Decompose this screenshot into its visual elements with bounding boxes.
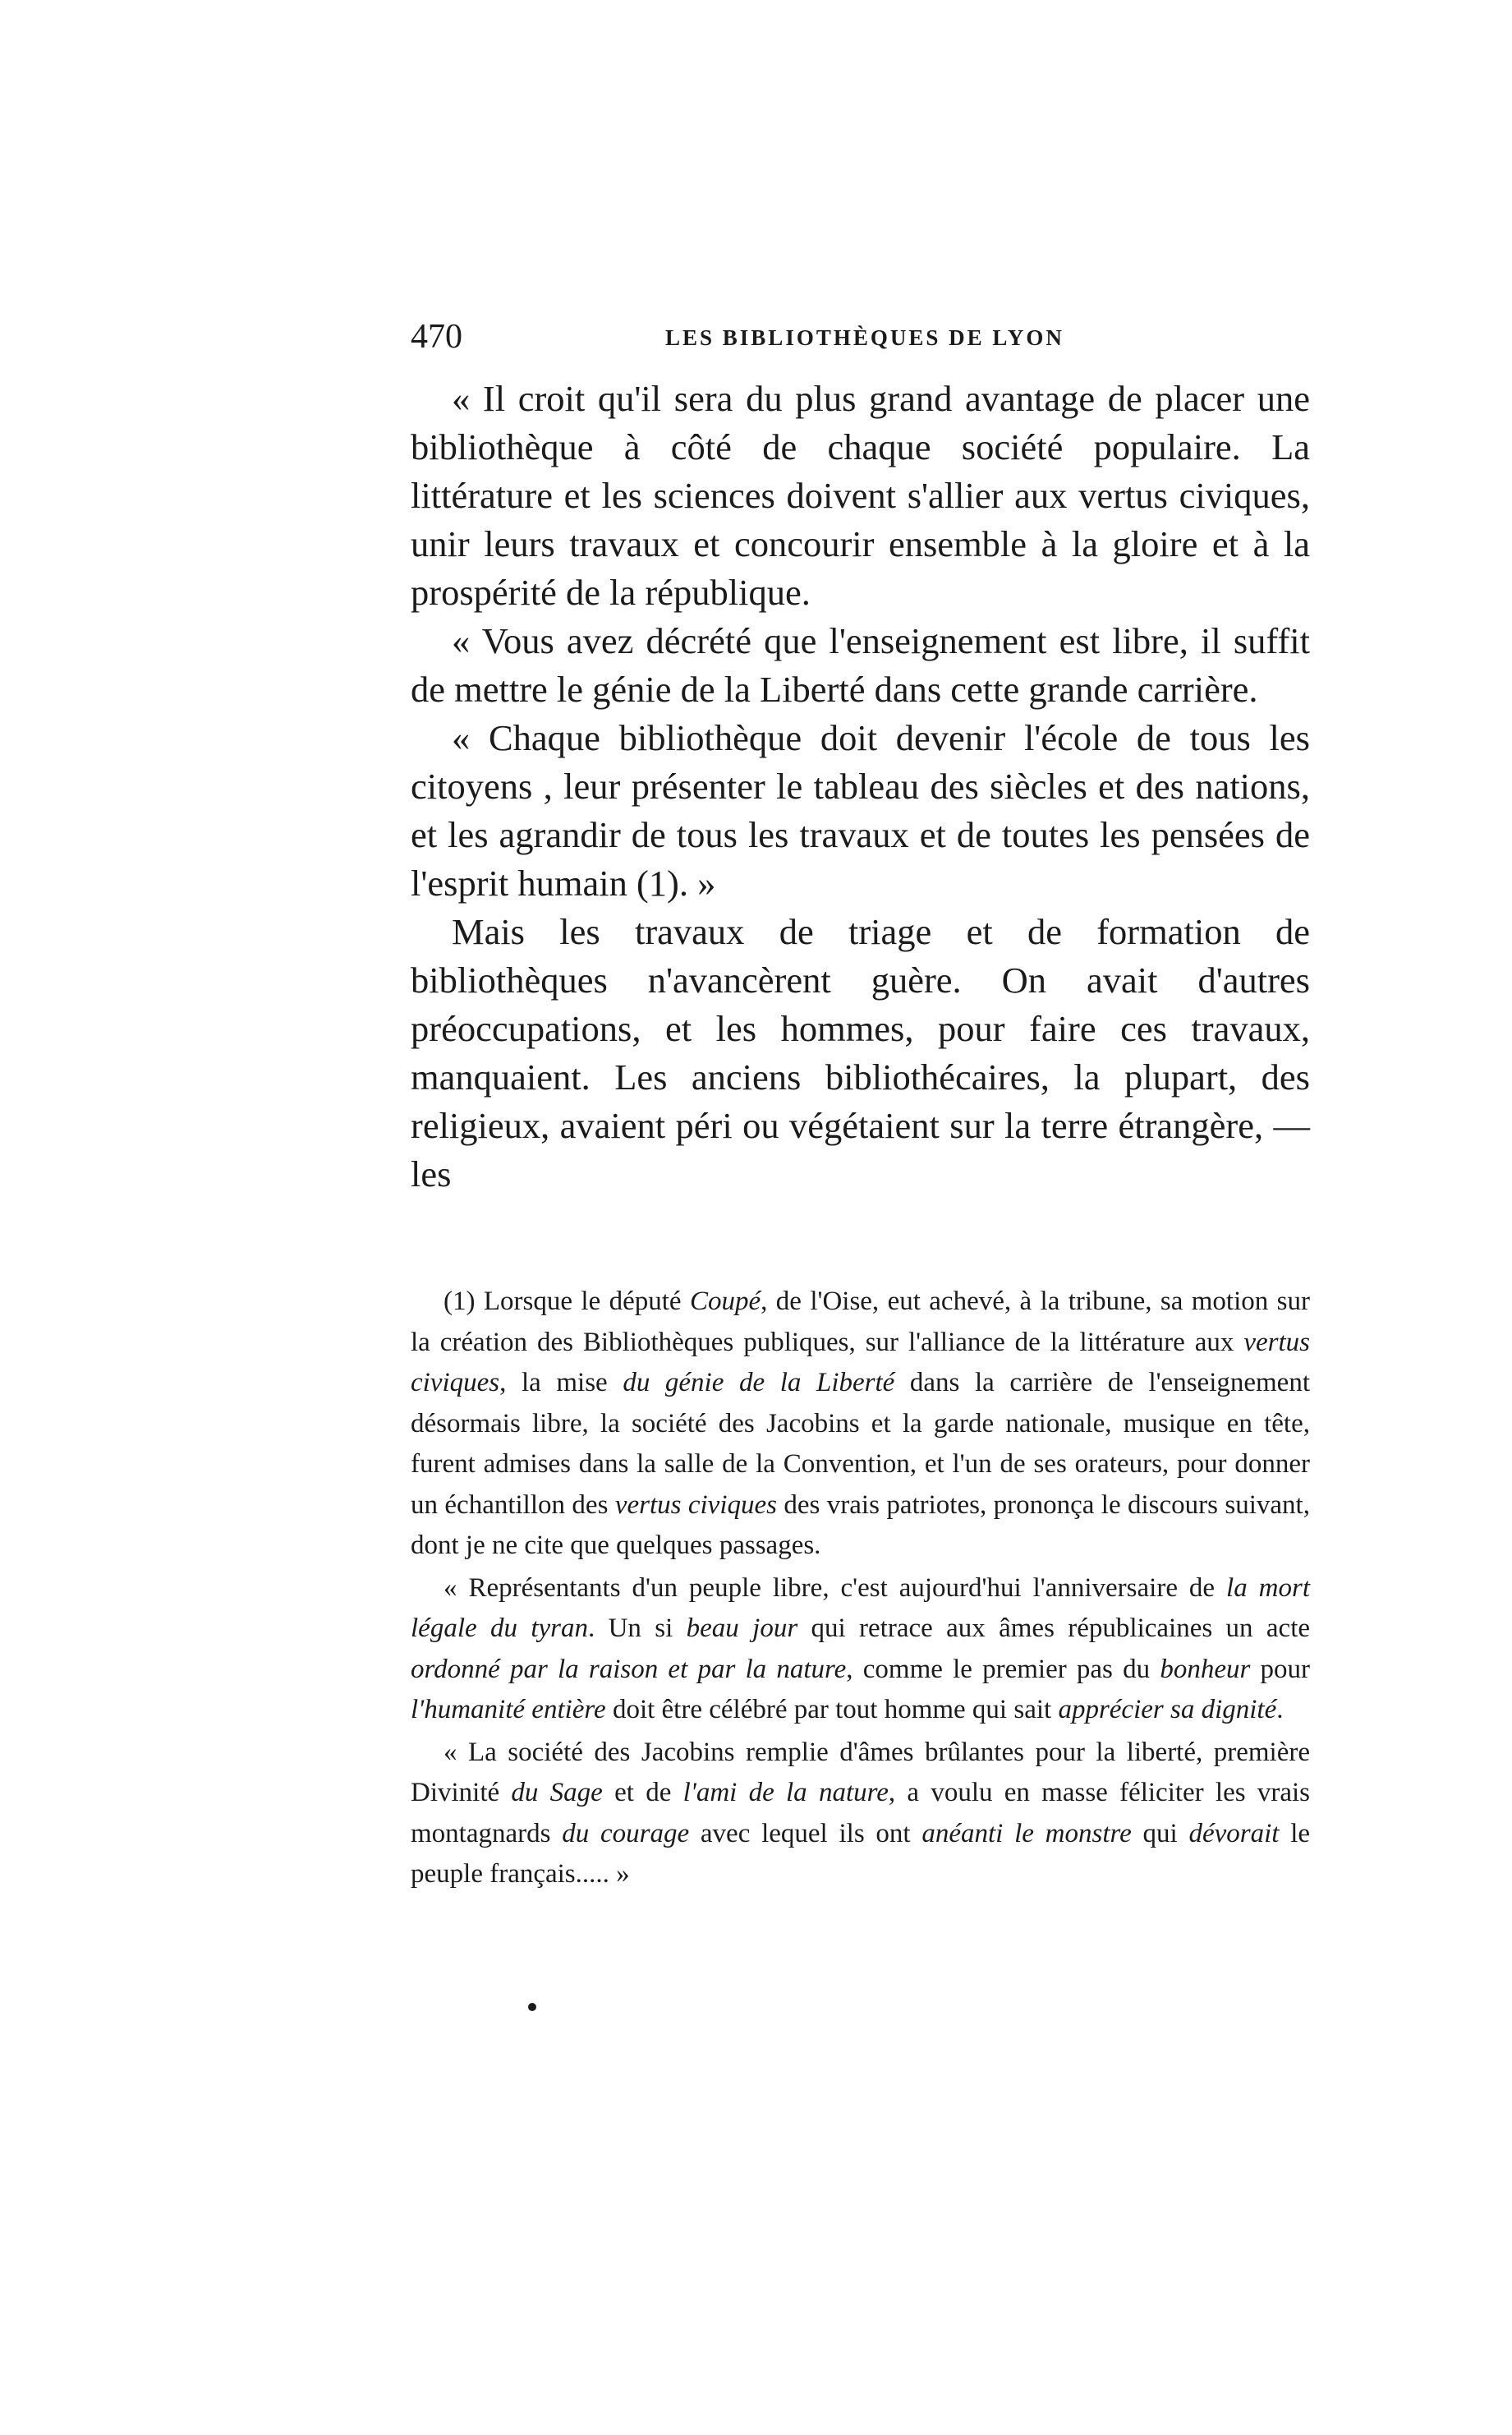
footnote-text: et de [602,1778,683,1807]
footnote-italic: vertus civiques [614,1489,777,1520]
footnote-italic: Coupé [689,1287,761,1316]
footnote-italic: dévorait [1188,1818,1280,1848]
paragraph: Mais les travaux de triage et de formation de bibliothèques n'avancèrent guère. On avait d'autres préoccupations, et les hommes, pour faire ces travaux, manquaient. Les anciens bibliothécaires, la plupart, des religieux, avaient péri ou végétaient sur la terre étrangère, — les [411,911,1310,1194]
footnote-text: . Un si [588,1613,687,1643]
footnote-text: , la mise [499,1368,623,1397]
footnote-italic: beau jour [686,1613,798,1643]
paragraph: « Chaque bibliothèque doit devenir l'école de tous les citoyens , leur présenter le tableau des siècles et des nations, et les agrandir de tous les travaux et de toutes les pensées de l'esprit humain (1). » [411,717,1310,904]
footnote-text: doit être célébré par tout homme qui sait [605,1695,1059,1724]
footnote-text: qui retrace aux âmes républicaines un acte [797,1613,1311,1643]
paragraph: « Il croit qu'il sera du plus grand avantage de placer une bibliothèque à côté de chaque société populaire. La littérature et les sciences doivent s'allier aux vertus civiques, unir leurs travaux et concourir ensemble à la gloire et à la prospérité de la république. [411,378,1310,613]
footnote-italic: vertus civiques [411,1327,1310,1397]
footnote-text: , a voulu en masse féliciter les vrais montagnards [411,1778,1311,1848]
footnote-quote-2 [411,1733,1310,1895]
footnotes [411,1282,1310,1897]
footnote-text: le peuple français..... » [411,1818,1311,1889]
footnote-text: qui [1131,1818,1189,1848]
footnote-italic: la mort légale du tyran [411,1572,1310,1643]
running-head [411,316,1310,357]
paragraph: « Vous avez décrété que l'enseignement est libre, il suffit de mettre le génie de la Liberté dans cette grande carrière. [411,620,1310,710]
footnote-italic: l'humanité entière [411,1695,606,1724]
ink-dot [528,2003,536,2011]
footnote-italic: l'ami de la nature [682,1778,889,1807]
footnote-text: (1) Lorsque le député [443,1287,690,1316]
footnote-italic: apprécier sa dignité [1058,1695,1277,1724]
footnote-1 [411,1282,1310,1567]
page-number: 470 [411,318,462,356]
main-text [411,375,1310,1199]
footnote-text: avec lequel ils ont [689,1818,922,1848]
footnote-text: des vrais patriotes, prononça le discours suivant, dont je ne cite que quelques passages. [411,1489,1310,1560]
footnote-text: « La société des Jacobins remplie d'âmes brûlantes pour la liberté, première Divinité [411,1737,1310,1807]
footnote-italic: ordonné par la raison et par la nature [411,1654,847,1684]
footnote-text: pour [1250,1654,1311,1684]
footnote-italic: du Sage [511,1778,603,1807]
footnote-text: , de l'Oise, eut achevé, à la tribune, sa motion sur la création des Bibliothèques publiques, sur l'alliance de la littérature aux [411,1287,1310,1357]
footnote-italic: du courage [562,1818,690,1848]
footnote-italic: bonheur [1160,1654,1251,1684]
running-title: LES BIBLIOTHÈQUES DE LYON [665,325,1064,350]
footnote-italic: anéanti le monstre [921,1818,1132,1848]
footnote-quote-1 [411,1568,1310,1731]
footnote-italic: du génie de la Liberté [623,1368,895,1397]
footnote-text: . [1276,1695,1284,1724]
footnote-text: dans la carrière de l'enseignement désormais libre, la société des Jacobins et la garde nationale, musique en tête, furent admises dans la salle de la Convention, et l'un de ses orateurs, pour donner un échantillon des [411,1368,1310,1520]
footnote-text: « Représentants d'un peuple libre, c'est aujourd'hui l'anniversaire de [443,1572,1227,1603]
footnote-text: , comme le premier pas du [846,1654,1160,1684]
